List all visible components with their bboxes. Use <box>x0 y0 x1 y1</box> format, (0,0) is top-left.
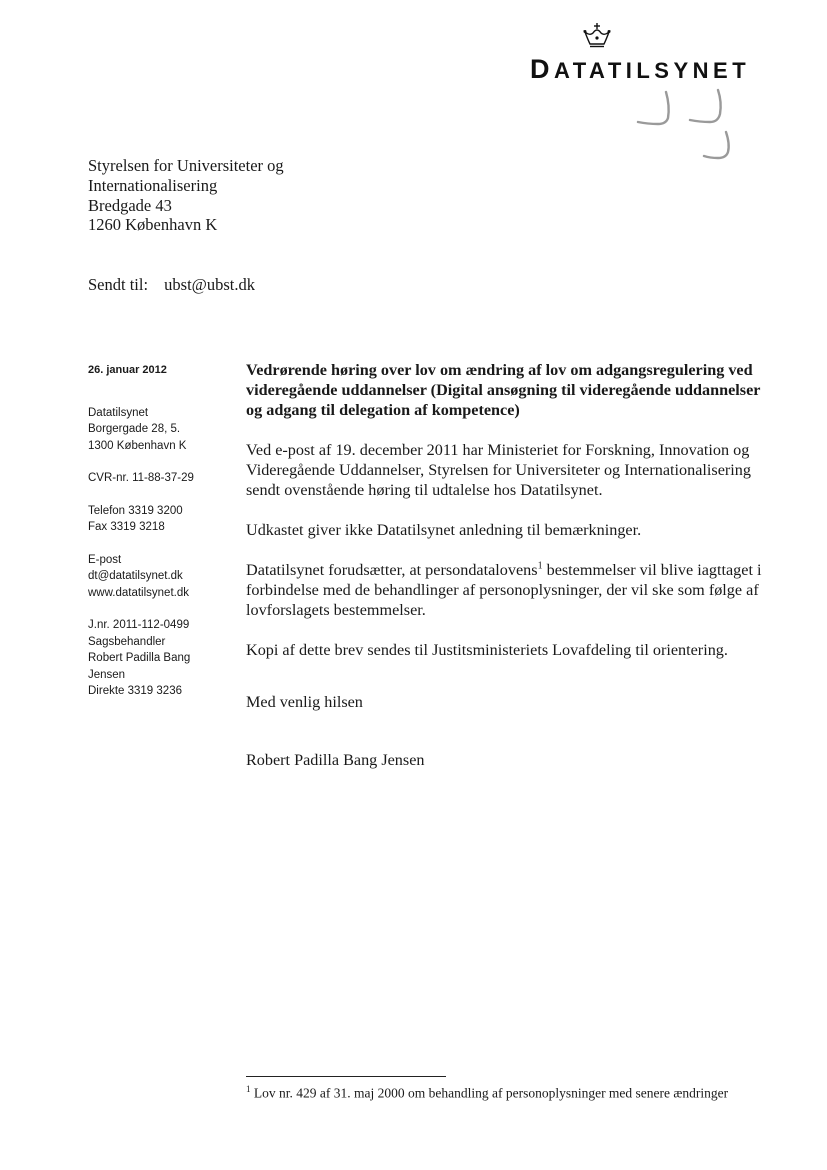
crown-logo-icon <box>582 22 612 50</box>
sent-to-email: ubst@ubst.dk <box>164 275 256 294</box>
paragraph: Ved e-post af 19. december 2011 har Ministeriet for Forskning, Innovation og Videregående Uddannelser, Styrelsen for Universiteter og Internationalisering sendt ovenstående høring til udtalelse hos Datatilsynet. <box>246 441 751 499</box>
email-address: dt@datatilsynet.dk <box>88 570 183 582</box>
contact-block <box>88 552 228 602</box>
case-handler-name: Robert Padilla Bang <box>88 652 191 664</box>
case-number: J.nr. 2011-112-0499 <box>88 619 190 631</box>
letter-subject: Vedrørende høring over lov om ændring af lov om adgangsregulering ved videregående uddannelser (Digital ansøgning til videregående uddannelser og adgang til delegation af kompetence) <box>246 361 761 419</box>
signer-name: Robert Padilla Bang Jensen <box>246 751 425 769</box>
case-handler-label: Sagsbehandler <box>88 635 166 648</box>
recipient-line: Styrelsen for Universiteter og <box>88 156 284 175</box>
letter-date: 26. januar 2012 <box>88 364 167 376</box>
direct-phone: Direkte 3319 3236 <box>88 685 182 697</box>
sent-to-line <box>88 275 255 295</box>
letter-body <box>246 360 776 770</box>
paragraph: Kopi af dette brev sendes til Justitsministeriets Lovafdeling til orientering. <box>246 641 728 659</box>
recipient-line: Bredgade 43 <box>88 195 172 215</box>
handwritten-marks <box>630 88 750 166</box>
sent-to-label: Sendt til: <box>88 275 149 294</box>
phone-block <box>88 503 228 536</box>
footnote-divider <box>246 1076 446 1077</box>
footnote-reference: 1 <box>537 560 543 572</box>
fax-number: Fax 3319 3218 <box>88 521 165 533</box>
paragraph: Datatilsynet forudsætter, at persondatalovens$^1$ bestemmelser vil blive iagttaget i forbindelse med de behandlinger af personoplysninger, der vil ske som følge af lovforslagets bestemmelser. <box>246 560 762 619</box>
sender-address-line: Borgergade 28, 5. <box>88 423 181 435</box>
footnote <box>246 1084 728 1102</box>
case-block <box>88 617 228 700</box>
website: www.datatilsynet.dk <box>88 586 189 599</box>
footnote-number: 1 <box>246 1084 251 1094</box>
footnote-text: Lov nr. 429 af 31. maj 2000 om behandling af personoplysninger med senere ændringer <box>250 1085 729 1101</box>
organization-logo-text: DATATILSYNET <box>530 54 751 84</box>
cvr-number: CVR-nr. 11-88-37-29 <box>88 472 194 484</box>
sender-address <box>88 405 228 455</box>
phone-number: Telefon 3319 3200 <box>88 504 183 517</box>
sender-address-line: Datatilsynet <box>88 406 149 419</box>
sender-address-line: 1300 København K <box>88 439 187 452</box>
recipient-address <box>88 156 284 235</box>
email-label: E-post <box>88 553 122 566</box>
sender-info-sidebar <box>88 362 228 716</box>
paragraph: Udkastet giver ikke Datatilsynet anledning til bemærkninger. <box>246 521 642 539</box>
recipient-line: Internationalisering <box>88 175 218 195</box>
closing: Med venlig hilsen <box>246 693 363 711</box>
recipient-line: 1260 København K <box>88 215 218 235</box>
case-handler-name: Jensen <box>88 668 126 681</box>
